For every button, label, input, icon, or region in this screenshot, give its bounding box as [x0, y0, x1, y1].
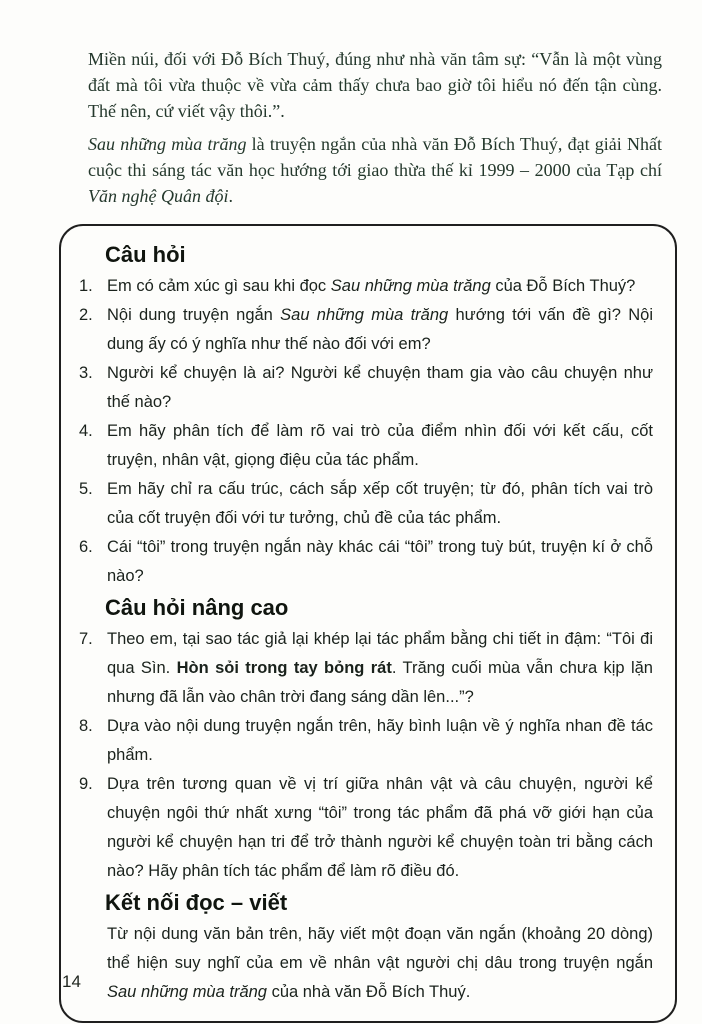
text-segment: Theo em, tại sao tác giả lại khép lại tác phẩm bằng chi tiết in đậm: “Tôi đi qua Sìn. [107, 630, 653, 677]
text-segment: Sau những mùa trăng [107, 983, 267, 1001]
page-number: 14 [62, 972, 81, 991]
text-segment: Từ nội dung văn bản trên, hãy viết một đoạn văn ngắn (khoảng 20 dòng) thể hiện suy nghĩ của em về nhân vật người chị dâu trong truyện ngắn [107, 925, 653, 972]
text-segment: Dựa trên tương quan về vị trí giữa nhân vật và câu chuyện, người kể chuyện ngôi thứ nhất xưng “tôi” trong tác phẩm đã phá vỡ giới hạn của người kể chuyện hạn tri để trở thành người kể chuyện toàn tri bằng cách nào? Hãy phân tích tác phẩm để làm rõ điều đó. [107, 775, 653, 880]
text-segment: Sau những mùa trăng [280, 306, 449, 324]
text-segment: của Đỗ Bích Thuý? [490, 277, 636, 295]
text-segment: Sau những mùa trăng [88, 134, 247, 154]
question-item [79, 301, 653, 359]
intro-paragraph [88, 46, 662, 124]
intro-section [88, 46, 662, 209]
question-text [107, 770, 653, 886]
text-segment: Cái “tôi” trong truyện ngắn này khác cái “tôi” trong tuỳ bút, truyện kí ở chỗ nào? [107, 538, 653, 585]
text-segment: . [228, 186, 233, 206]
question-number: 8. [79, 717, 93, 735]
text-segment: Hòn sỏi trong tay bỏng rát [176, 659, 392, 677]
question-item [79, 533, 653, 591]
question-item [79, 272, 653, 301]
question-text [107, 625, 653, 712]
text-segment: Em hãy phân tích để làm rõ vai trò của điểm nhìn đối với kết cấu, cốt truyện, nhân vật, giọng điệu của tác phẩm. [107, 422, 653, 469]
section-heading: Câu hỏi nâng cao [105, 595, 289, 620]
question-text [107, 301, 653, 359]
question-number: 5. [79, 480, 93, 498]
text-segment: của nhà văn Đỗ Bích Thuý. [266, 983, 471, 1001]
text-segment: Người kể chuyện là ai? Người kể chuyện tham gia vào câu chuyện như thế nào? [107, 364, 653, 411]
question-item [79, 712, 653, 770]
question-text [107, 533, 653, 591]
section-heading: Câu hỏi [105, 242, 186, 267]
section-paragraph [107, 920, 653, 1007]
question-text [107, 475, 653, 533]
question-item [79, 359, 653, 417]
text-segment: là truyện ngắn của nhà văn Đỗ Bích Thuý, đạt giải Nhất cuộc thi sáng tác văn học hướng tới giao thừa thế kỉ 1999 – 2000 của Tạp chí [88, 134, 662, 180]
text-segment: hướng tới vấn đề gì? Nội dung ấy có ý nghĩa như thế nào đối với em? [107, 306, 653, 353]
question-number: 9. [79, 775, 93, 793]
question-number: 1. [79, 277, 93, 295]
text-segment: Miền núi, đối với Đỗ Bích Thuý, đúng như nhà văn tâm sự: “Vẫn là một vùng đất mà tôi vừa thuộc về vừa cảm thấy chưa bao giờ tôi hiểu nó đến tận cùng. Thế nên, cứ viết vậy thôi.”. [88, 49, 662, 121]
question-number: 3. [79, 364, 93, 382]
section-heading: Kết nối đọc – viết [105, 890, 288, 915]
text-segment: Em có cảm xúc gì sau khi đọc [107, 277, 331, 295]
question-text [107, 359, 653, 417]
question-number: 7. [79, 630, 93, 648]
question-box [59, 224, 677, 1023]
text-segment: Em hãy chỉ ra cấu trúc, cách sắp xếp cốt truyện; từ đó, phân tích vai trò của cốt truyện đối với tư tưởng, chủ đề của tác phẩm. [107, 480, 653, 527]
intro-paragraph [88, 131, 662, 209]
question-number: 2. [79, 306, 93, 324]
text-segment: Nội dung truyện ngắn [107, 306, 281, 324]
question-text [107, 272, 653, 301]
question-text [107, 712, 653, 770]
text-segment: Dựa vào nội dung truyện ngắn trên, hãy bình luận về ý nghĩa nhan đề tác phẩm. [107, 717, 653, 764]
question-item [79, 417, 653, 475]
question-text [107, 417, 653, 475]
question-number: 4. [79, 422, 93, 440]
text-segment: Văn nghệ Quân đội [88, 186, 229, 206]
question-item [79, 770, 653, 886]
text-segment: Sau những mùa trăng [330, 277, 491, 295]
question-number: 6. [79, 538, 93, 556]
text-segment: . Trăng cuối mùa vẫn chưa kịp lặn nhưng đã lẫn vào chân trời đang sáng dần lên...”? [107, 659, 653, 706]
question-item [79, 475, 653, 533]
question-item [79, 625, 653, 712]
